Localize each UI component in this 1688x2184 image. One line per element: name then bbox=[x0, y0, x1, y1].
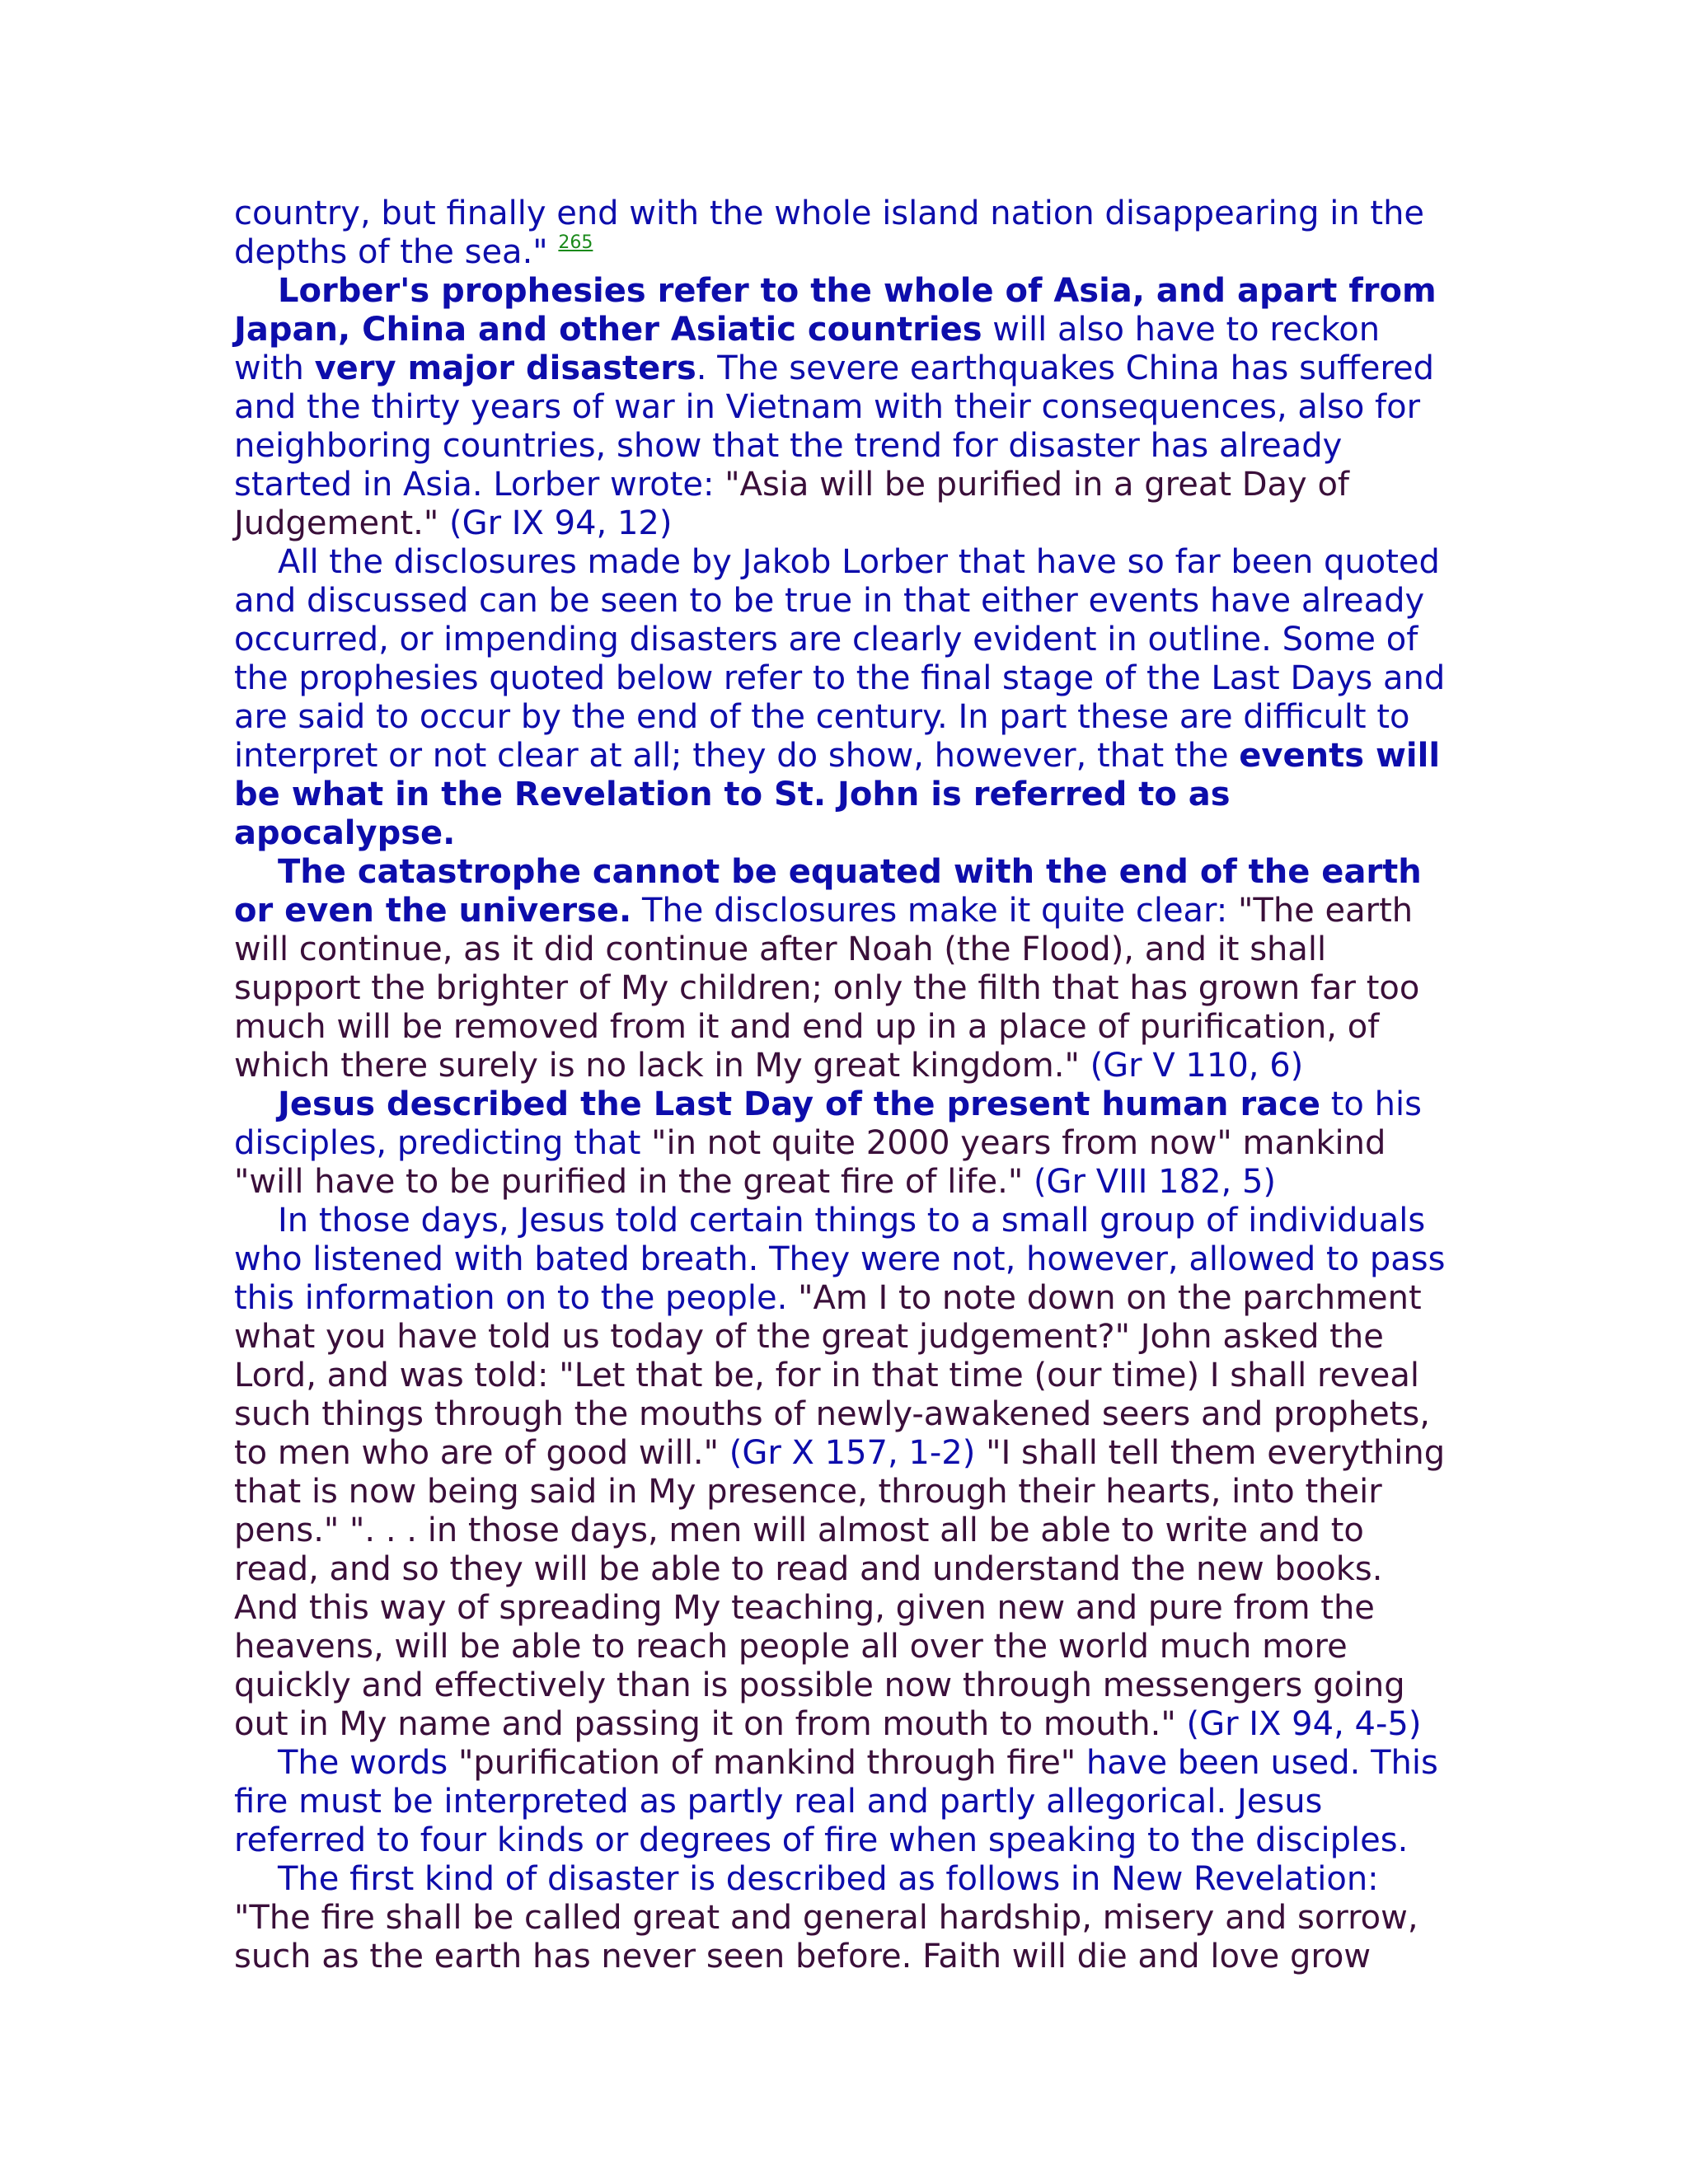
text-line bbox=[234, 233, 1470, 272]
text-line bbox=[234, 659, 1470, 698]
text-line bbox=[234, 1744, 1470, 1783]
text-line bbox=[234, 311, 1470, 349]
document-page bbox=[234, 194, 1470, 1976]
bold-text: events will bbox=[1239, 737, 1441, 775]
text-line bbox=[234, 349, 1470, 388]
text-line bbox=[234, 1705, 1470, 1744]
text-line bbox=[234, 892, 1470, 930]
quoted-text: "Am I to note down on the parchment bbox=[798, 1279, 1422, 1317]
quoted-text: what you have told us today of the great judgement?" John asked the bbox=[234, 1318, 1384, 1356]
quoted-text: read, and so they will be able to read and understand the new books. bbox=[234, 1550, 1383, 1588]
quoted-text: "I shall tell them everything bbox=[986, 1434, 1446, 1472]
quoted-text: such as the earth has never seen before. Faith will die and love grow bbox=[234, 1938, 1372, 1975]
text-line bbox=[234, 1047, 1470, 1085]
quoted-text: that is now being said in My presence, through their hearts, into their bbox=[234, 1473, 1382, 1511]
quoted-text: much will be removed from it and end up in a place of purification, of bbox=[234, 1008, 1380, 1046]
quoted-text: such things through the mouths of newly-awakened seers and prophets, bbox=[234, 1395, 1430, 1433]
body-text: (Gr X 157, 1-2) bbox=[719, 1434, 987, 1472]
body-text: . The severe earthquakes China has suffered bbox=[696, 349, 1434, 387]
body-text: started in Asia. Lorber wrote: bbox=[234, 466, 725, 504]
text-line bbox=[234, 1434, 1470, 1473]
text-line bbox=[234, 388, 1470, 427]
text-line bbox=[234, 1240, 1470, 1279]
text-line bbox=[234, 969, 1470, 1008]
text-line bbox=[234, 1318, 1470, 1357]
quoted-text: "The fire shall be called great and general hardship, misery and sorrow, bbox=[234, 1899, 1418, 1937]
body-text: occurred, or impending disasters are clearly evident in outline. Some of bbox=[234, 621, 1418, 658]
quoted-text: which there surely is no lack in My great kingdom." bbox=[234, 1047, 1080, 1085]
bold-text: Jesus described the Last Day of the present human race bbox=[278, 1085, 1321, 1123]
body-text: the prophesies quoted below refer to the final stage of the Last Days and bbox=[234, 659, 1446, 697]
text-line bbox=[234, 1085, 1470, 1124]
quoted-text: to men who are of good will." bbox=[234, 1434, 720, 1472]
text-line bbox=[234, 1821, 1470, 1860]
quoted-text: heavens, will be able to reach people all over the world much more bbox=[234, 1628, 1348, 1666]
text-line bbox=[234, 582, 1470, 621]
body-text: interpret or not clear at all; they do show, however, that the bbox=[234, 737, 1240, 775]
bold-text: be what in the Revelation to St. John is referred to as bbox=[234, 776, 1231, 813]
text-line bbox=[234, 1550, 1470, 1589]
body-text: are said to occur by the end of the century. In part these are difficult to bbox=[234, 698, 1410, 736]
text-line bbox=[234, 1666, 1470, 1705]
quoted-text: quickly and effectively than is possible now through messengers going bbox=[234, 1666, 1405, 1704]
text-line bbox=[234, 504, 1470, 543]
body-text: The words bbox=[278, 1744, 458, 1782]
text-line bbox=[234, 1899, 1470, 1938]
body-text: depths of the sea." bbox=[234, 233, 559, 271]
text-line bbox=[234, 737, 1470, 776]
text-line bbox=[234, 1589, 1470, 1628]
bold-text: Japan, China and other Asiatic countries bbox=[234, 311, 982, 349]
body-text: referred to four kinds or degrees of fire when speaking to the disciples. bbox=[234, 1821, 1409, 1859]
quoted-text: Lord, and was told: "Let that be, for in that time (our time) I shall reveal bbox=[234, 1357, 1420, 1394]
body-text: disciples, predicting that bbox=[234, 1124, 652, 1162]
text-line bbox=[234, 1860, 1470, 1899]
body-text: country, but finally end with the whole island nation disappearing in the bbox=[234, 194, 1425, 232]
body-text: The first kind of disaster is described as follows in New Revelation: bbox=[278, 1860, 1379, 1898]
text-line bbox=[234, 776, 1470, 814]
text-line bbox=[234, 543, 1470, 582]
text-line bbox=[234, 1628, 1470, 1666]
body-text: (Gr VIII 182, 5) bbox=[1023, 1163, 1277, 1201]
bold-text: or even the universe. bbox=[234, 892, 632, 930]
quoted-text: pens." ". . . in those days, men will almost all be able to write and to bbox=[234, 1511, 1364, 1549]
body-text: with bbox=[234, 349, 315, 387]
text-line bbox=[234, 853, 1470, 892]
text-line bbox=[234, 466, 1470, 504]
text-line bbox=[234, 272, 1470, 311]
text-line bbox=[234, 621, 1470, 659]
body-text: neighboring countries, show that the trend for disaster has already bbox=[234, 427, 1343, 465]
body-text: who listened with bated breath. They were not, however, allowed to pass bbox=[234, 1240, 1446, 1278]
bold-text: apocalypse. bbox=[234, 814, 456, 852]
quoted-text: "The earth bbox=[1238, 892, 1414, 930]
bold-text: Lorber's prophesies refer to the whole of Asia, and apart from bbox=[278, 272, 1437, 310]
text-line bbox=[234, 194, 1470, 233]
text-line bbox=[234, 1163, 1470, 1202]
text-line bbox=[234, 1938, 1470, 1976]
text-line bbox=[234, 1783, 1470, 1821]
quoted-text: "will have to be purified in the great fire of life." bbox=[234, 1163, 1024, 1201]
text-line bbox=[234, 1008, 1470, 1047]
quoted-text: "purification of mankind through fire" bbox=[457, 1744, 1076, 1782]
text-line bbox=[234, 1395, 1470, 1434]
quoted-text: Judgement." bbox=[234, 504, 439, 542]
body-text: and the thirty years of war in Vietnam with their consequences, also for bbox=[234, 388, 1421, 426]
text-line bbox=[234, 698, 1470, 737]
body-text: All the disclosures made by Jakob Lorber that have so far been quoted bbox=[278, 543, 1440, 581]
text-line bbox=[234, 1473, 1470, 1511]
text-line bbox=[234, 1357, 1470, 1395]
text-line bbox=[234, 814, 1470, 853]
text-line bbox=[234, 930, 1470, 969]
quoted-text: And this way of spreading My teaching, given new and pure from the bbox=[234, 1589, 1375, 1627]
text-line bbox=[234, 1511, 1470, 1550]
text-line bbox=[234, 1124, 1470, 1163]
text-line bbox=[234, 1202, 1470, 1240]
body-text: (Gr IX 94, 4-5) bbox=[1175, 1705, 1422, 1743]
body-text: (Gr V 110, 6) bbox=[1079, 1047, 1304, 1085]
body-text: and discussed can be seen to be true in that either events have already bbox=[234, 582, 1425, 620]
quoted-text: "in not quite 2000 years from now" mankind bbox=[651, 1124, 1386, 1162]
body-text: have been used. This bbox=[1076, 1744, 1438, 1782]
body-text: In those days, Jesus told certain things to a small group of individuals bbox=[278, 1202, 1426, 1240]
text-line bbox=[234, 1279, 1470, 1318]
body-text: (Gr IX 94, 12) bbox=[438, 504, 673, 542]
bold-text: The catastrophe cannot be equated with the end of the earth bbox=[278, 853, 1422, 891]
body-text: to his bbox=[1320, 1085, 1422, 1123]
footnote-link[interactable]: 265 bbox=[558, 232, 593, 253]
quoted-text: "Asia will be purified in a great Day of bbox=[724, 466, 1349, 504]
body-text: will also have to reckon bbox=[982, 311, 1381, 349]
quoted-text: out in My name and passing it on from mouth to mouth." bbox=[234, 1705, 1176, 1743]
text-line bbox=[234, 427, 1470, 466]
quoted-text: support the brighter of My children; only the filth that has grown far too bbox=[234, 969, 1420, 1007]
body-text: fire must be interpreted as partly real and partly allegorical. Jesus bbox=[234, 1783, 1323, 1821]
quoted-text: will continue, as it did continue after Noah (the Flood), and it shall bbox=[234, 930, 1327, 968]
body-text: this information on to the people. bbox=[234, 1279, 799, 1317]
body-text: The disclosures make it quite clear: bbox=[631, 892, 1238, 930]
bold-text: very major disasters bbox=[314, 349, 696, 387]
